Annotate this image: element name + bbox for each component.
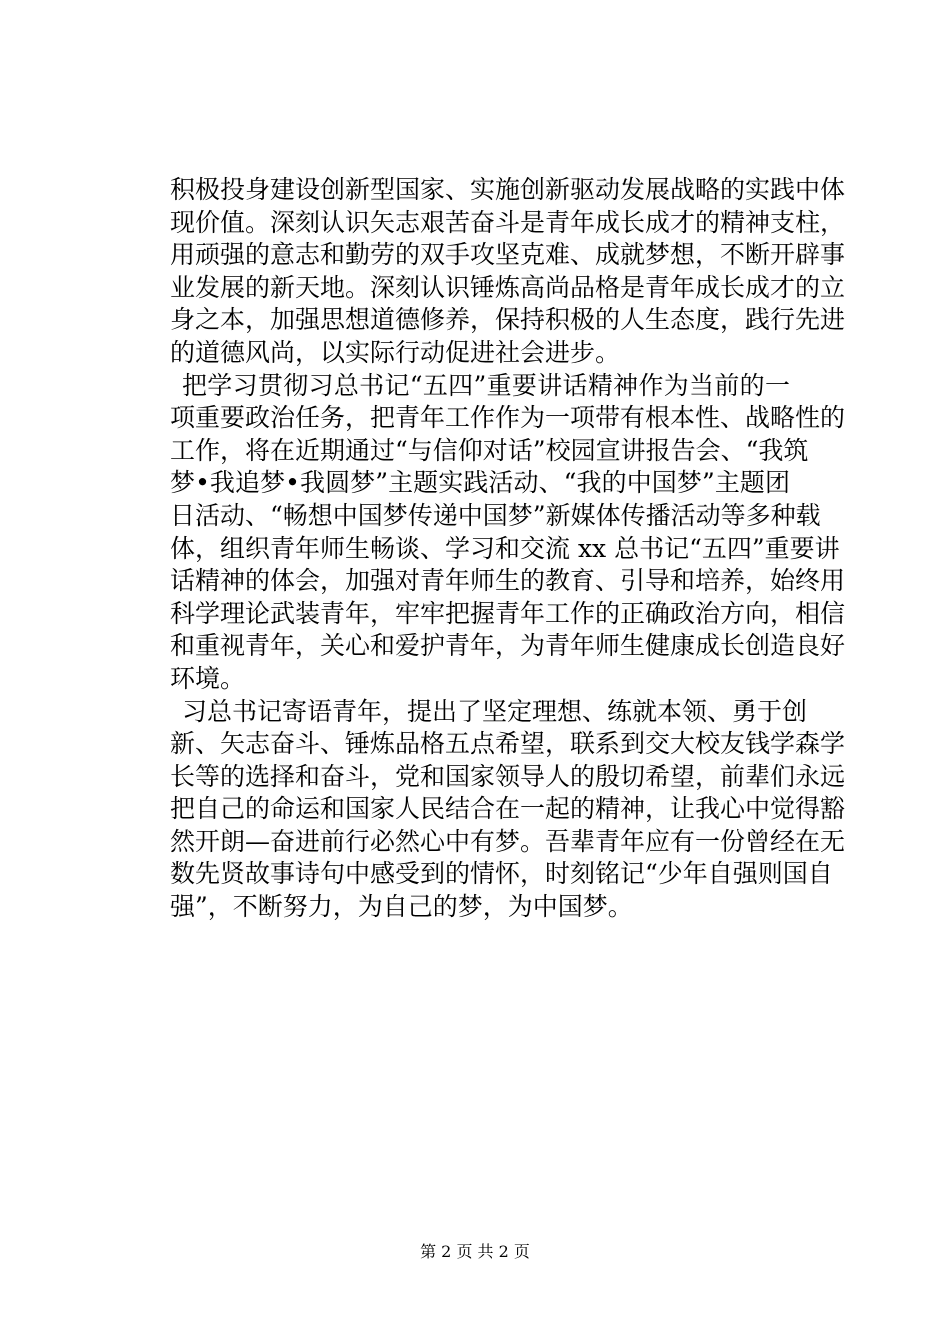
text-line: 工作，将在近期通过“与信仰对话”校园宣讲报告会、“我筑: [170, 435, 809, 465]
text-line: 数先贤故事诗句中感受到的情怀，时刻铭记“少年自强则国自: [170, 859, 833, 889]
text-line: 体，组织青年师生畅谈、学习和交流 xx 总书记“五四”重要讲: [170, 533, 840, 563]
text-line: 把学习贯彻习总书记“五四”重要讲话精神作为当前的一: [182, 370, 790, 400]
text-line: 日活动、“畅想中国梦传递中国梦”新媒体传播活动等多种载: [170, 500, 821, 530]
text-line: 然开朗—奋进前行必然心中有梦。吾辈青年应有一份曾经在无: [170, 826, 846, 856]
text-line: 的道德风尚，以实际行动促进社会进步。: [170, 337, 621, 367]
paragraph-1: [170, 174, 846, 370]
page-number-footer: 第 2 页 共 2 页: [420, 1242, 530, 1261]
text-line: 习总书记寄语青年，提出了坚定理想、练就本领、勇于创: [182, 696, 808, 726]
text-line: 用顽强的意志和勤劳的双手攻坚克难、成就梦想，不断开辟事: [170, 240, 846, 270]
text-line: 现价值。深刻认识矢志艰苦奋斗是青年成长成才的精神支柱，: [170, 207, 846, 237]
text-line: 积极投身建设创新型国家、实施创新驱动发展战略的实践中体: [170, 175, 846, 204]
text-line: 长等的选择和奋斗，党和国家领导人的殷切希望，前辈们永远: [170, 761, 846, 791]
text-line: 项重要政治任务，把青年工作作为一项带有根本性、战略性的: [170, 403, 846, 433]
text-line: 环境。: [170, 663, 246, 693]
text-line: 把自己的命运和国家人民结合在一起的精神，让我心中觉得豁: [170, 794, 846, 824]
text-line: 和重视青年，关心和爱护青年，为青年师生健康成长创造良好: [170, 631, 846, 661]
text-line: 科学理论武装青年，牢牢把握青年工作的正确政治方向，相信: [170, 598, 846, 628]
text-line: 梦•我追梦•我圆梦”主题实践活动、“我的中国梦”主题团: [170, 468, 790, 498]
text-line: 业发展的新天地。深刻认识锤炼高尚品格是青年成长成才的立: [170, 272, 846, 302]
text-line: 强”，不断努力，为自己的梦，为中国梦。: [170, 892, 633, 922]
document-body: [170, 174, 846, 924]
paragraph-3: [170, 696, 846, 924]
text-line: 身之本，加强思想道德修养，保持积极的人生态度，践行先进: [170, 305, 846, 335]
paragraph-2: [170, 370, 846, 696]
text-line: 话精神的体会，加强对青年师生的教育、引导和培养，始终用: [170, 566, 846, 596]
text-line: 新、矢志奋斗、锤炼品格五点希望，联系到交大校友钱学森学: [170, 729, 846, 759]
